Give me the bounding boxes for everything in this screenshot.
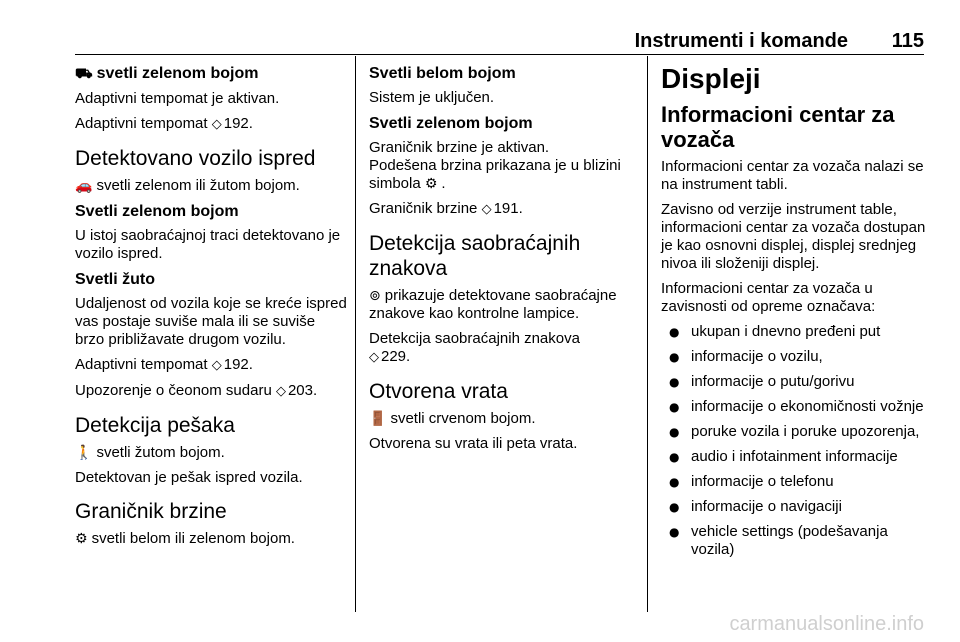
adaptive-cruise-icon: ⛟ [75, 66, 93, 82]
speed-limiter-text-body: svetli belom ili zelenom bojom. [91, 530, 295, 547]
speed-limiter-icon: ⚙ [75, 531, 88, 547]
dic-feature-list [661, 323, 927, 559]
speed-limiter-heading: Graničnik brzine [75, 500, 227, 523]
list-item: ● informacije o vozilu, [661, 348, 927, 366]
traffic-sign-text-body: prikazuje detektovane saobraćajne znakove kao kontrolne lampice. [369, 287, 617, 322]
list-item: ● ukupan i dnevno pređeni put [661, 323, 927, 341]
pedestrian-icon: 🚶 [75, 445, 93, 461]
traffic-sign-heading: Detekcija saobraćajnih znakova [369, 232, 581, 280]
limiter-speed-text-body: Podešena brzina prikazana je u blizini simbola [369, 157, 621, 192]
pedestrian-heading: Detekcija pešaka [75, 414, 235, 437]
adaptive-cruise-ref-text: Adaptivni tempomat [75, 356, 208, 373]
page-ref-arrow-icon: ◇ [211, 117, 222, 132]
traffic-sign-ref [369, 330, 635, 367]
door-open-icon: 🚪 [369, 411, 387, 427]
cruise-ref [75, 115, 347, 134]
green-light-heading: Svetli zelenom bojom [75, 203, 239, 220]
detected-vehicle-text [75, 177, 347, 195]
list-item: ● informacije o telefonu [661, 473, 927, 491]
door-open-text [369, 410, 635, 428]
column-2 [369, 64, 635, 460]
list-item: ● poruke vozila i poruke upozorenja, [661, 423, 927, 441]
speed-limiter-icon: ⚙ [424, 176, 438, 192]
speed-limiter-text [75, 530, 347, 548]
traffic-sign-icon: ⊚ [369, 288, 381, 304]
header-rule [75, 54, 924, 55]
cruise-ref-text: Adaptivni tempomat [75, 115, 208, 132]
cruise-ref-page[interactable]: 192. [223, 115, 253, 132]
watermark: carmanualsonline.info [729, 613, 924, 635]
collision-warning-ref-page[interactable]: 203. [287, 382, 318, 399]
limiter-ref [369, 200, 635, 219]
displays-heading: Displeji [661, 63, 761, 94]
dic-location-text: Informacioni centar za vozača nalazi se na instrument tabli. [661, 158, 924, 193]
pedestrian-text-body: svetli žutom bojom. [96, 444, 225, 461]
driver-info-center-heading: Informacioni centar za vozača [661, 102, 895, 152]
collision-warning-ref-text: Upozorenje o čeonom sudaru [75, 382, 272, 399]
list-item: ● informacije o putu/gorivu [661, 373, 927, 391]
page-ref-arrow-icon: ◇ [211, 358, 222, 373]
list-item: ● vehicle settings (podešavanja vozila) [661, 523, 927, 559]
column-divider-2 [647, 56, 648, 612]
door-open-heading: Otvorena vrata [369, 380, 508, 403]
green-light-text: U istoj saobraćajnoj traci detektovano je vozilo ispred. [75, 227, 341, 262]
list-item: ● informacije o ekonomičnosti vožnje [661, 398, 927, 416]
vehicle-ahead-icon: 🚗 [75, 178, 93, 194]
adaptive-cruise-ref [75, 356, 347, 375]
green-light-heading-2: Svetli zelenom bojom [369, 115, 533, 132]
list-item: ● informacije o navigaciji [661, 498, 927, 516]
yellow-light-heading: Svetli žuto [75, 271, 156, 288]
column-divider-1 [355, 56, 356, 612]
page-ref-arrow-icon: ◇ [369, 350, 379, 365]
page-ref-arrow-icon: ◇ [481, 202, 492, 217]
detected-vehicle-text-body: svetli zelenom ili žutom bojom. [96, 177, 300, 194]
traffic-sign-ref-page[interactable]: 229. [381, 348, 411, 365]
traffic-sign-text [369, 287, 635, 323]
collision-warning-ref [75, 382, 347, 401]
page-ref-arrow-icon: ◇ [275, 384, 286, 399]
cruise-active-text: Adaptivni tempomat je aktivan. [75, 90, 280, 107]
cruise-green-heading [75, 64, 347, 84]
door-open-text-body: svetli crvenom bojom. [390, 410, 536, 427]
door-open-text-2: Otvorena su vrata ili peta vrata. [369, 435, 578, 452]
cruise-green-heading-text: svetli zelenom bojom [96, 65, 259, 82]
column-3 [661, 64, 927, 566]
list-item: ● audio i infotainment informacije [661, 448, 927, 466]
limiter-ref-page[interactable]: 191. [493, 200, 523, 217]
white-light-heading: Svetli belom bojom [369, 65, 516, 82]
pedestrian-text [75, 444, 347, 462]
detected-vehicle-heading: Detektovano vozilo ispred [75, 147, 316, 170]
white-light-text: Sistem je uključen. [369, 89, 495, 106]
dic-versions-text: Zavisno od verzije instrument table, informacioni centar za vozača dostupan je kao osnovni displej, displej srednjeg nivoa ili složeniji displej. [661, 201, 926, 272]
limiter-ref-text: Graničnik brzine [369, 200, 478, 217]
adaptive-cruise-ref-page[interactable]: 192. [223, 356, 253, 373]
page-number: 115 [891, 30, 924, 52]
dic-indicates-text: Informacioni centar za vozača u zavisnosti od opreme označava: [661, 280, 876, 315]
header-title: Instrumenti i komande [634, 30, 848, 52]
limiter-active-text: Graničnik brzine je aktivan. [369, 139, 550, 156]
limiter-speed-text: Podešena brzina prikazana je u blizini simbola ⚙ . [369, 157, 621, 192]
pedestrian-detected-text: Detektovan je pešak ispred vozila. [75, 469, 303, 486]
yellow-light-text: Udaljenost od vozila koje se kreće ispred vas postaje suviše mala ili se suviše brzo približavate drugom vozilu. [75, 295, 347, 348]
column-1 [75, 64, 347, 555]
traffic-sign-ref-text: Detekcija saobraćajnih znakova [369, 330, 580, 347]
